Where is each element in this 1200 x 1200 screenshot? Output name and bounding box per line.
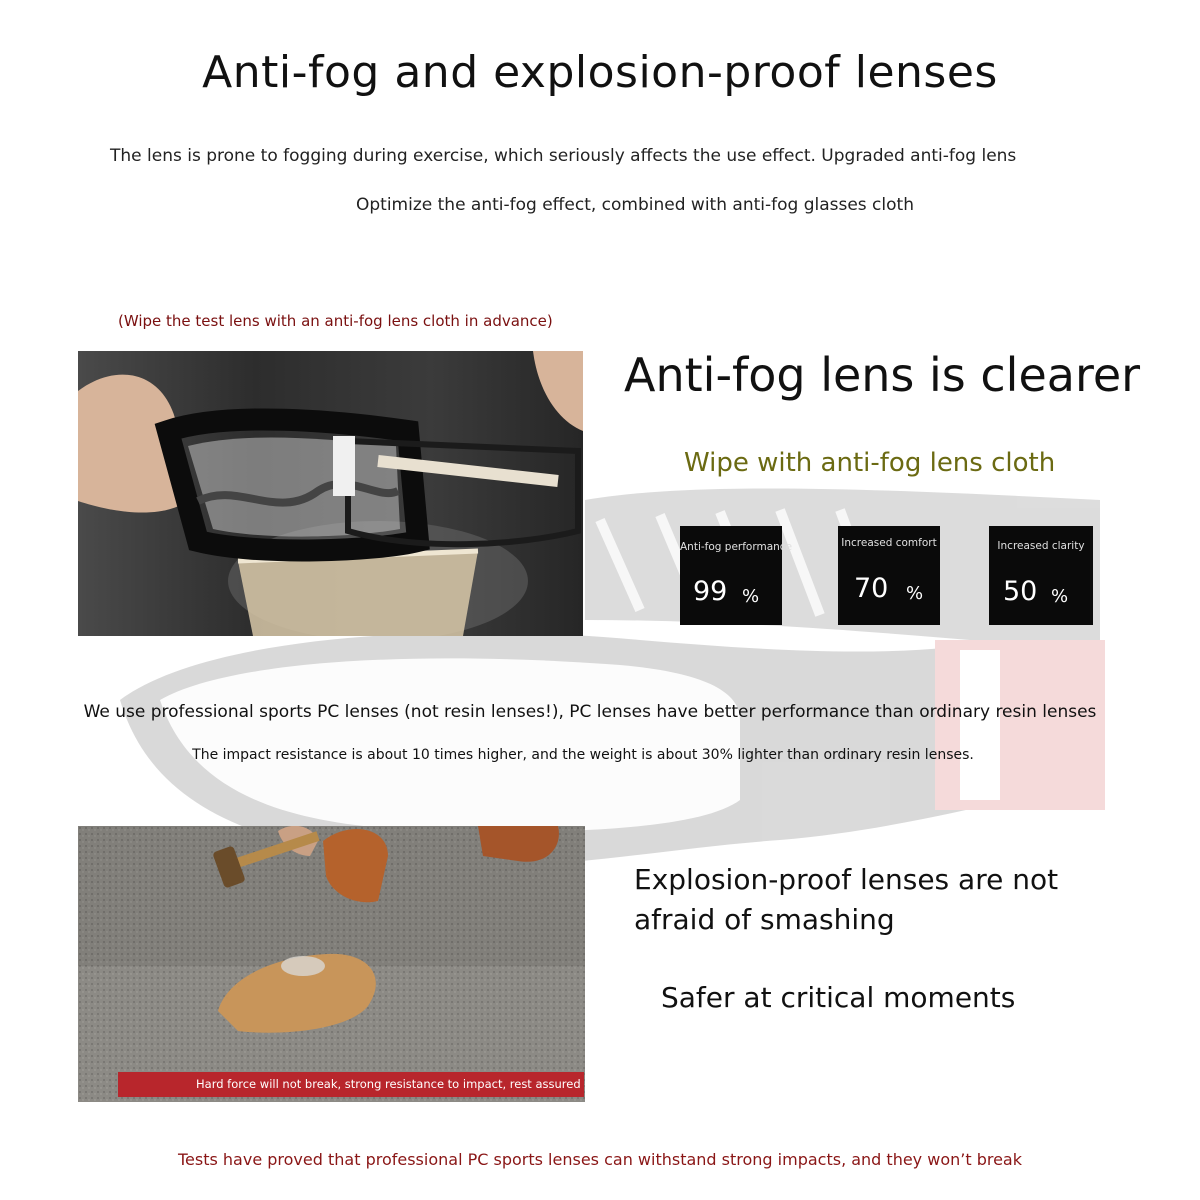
smash-photo-caption: Hard force will not break, strong resistance to impact, rest assured exercise [118,1072,584,1097]
footer-note: Tests have proved that professional PC sports lenses can withstand strong impacts, and they won’t break [177,1150,1022,1169]
safer-tagline: Safer at critical moments [661,981,1016,1014]
stat-card-comfort [838,526,940,625]
antifog-test-photo [78,351,583,636]
intro-text-line-2: Optimize the anti-fog effect, combined with anti-fog glasses cloth [356,195,914,215]
stat-label: Increased comfort [841,537,937,549]
stat-label: Increased clarity [997,540,1085,552]
explosion-proof-heading: Explosion-proof lenses are not afraid of smashing [634,863,1059,936]
pc-lens-detail: The impact resistance is about 10 times higher, and the weight is about 30% lighter than ordinary resin lenses. [192,747,974,763]
stat-value: 50 [1003,576,1038,607]
page-title: Anti-fog and explosion-proof lenses [202,47,998,99]
stat-value: 99 [693,576,728,607]
pc-lens-description: We use professional sports PC lenses (not resin lenses!), PC lenses have better performance than ordinary resin lenses [83,702,1097,722]
stat-unit: % [1051,586,1069,607]
stat-card-clarity [989,526,1093,625]
test-note: (Wipe the test lens with an anti-fog lens cloth in advance) [118,312,553,330]
intro-text-line-1: The lens is prone to fogging during exercise, which seriously affects the use effect. Upgraded anti-fog lens [110,146,1017,166]
stat-unit: % [742,586,760,607]
stat-value: 70 [854,573,889,604]
antifog-subheading: Wipe with anti-fog lens cloth [684,448,1056,478]
stat-card-antifog [680,526,793,625]
stat-label: Anti-fog performance [680,541,793,553]
smash-test-photo [78,826,585,1102]
stat-unit: % [906,583,924,604]
antifog-heading: Anti-fog lens is clearer [624,348,1141,402]
